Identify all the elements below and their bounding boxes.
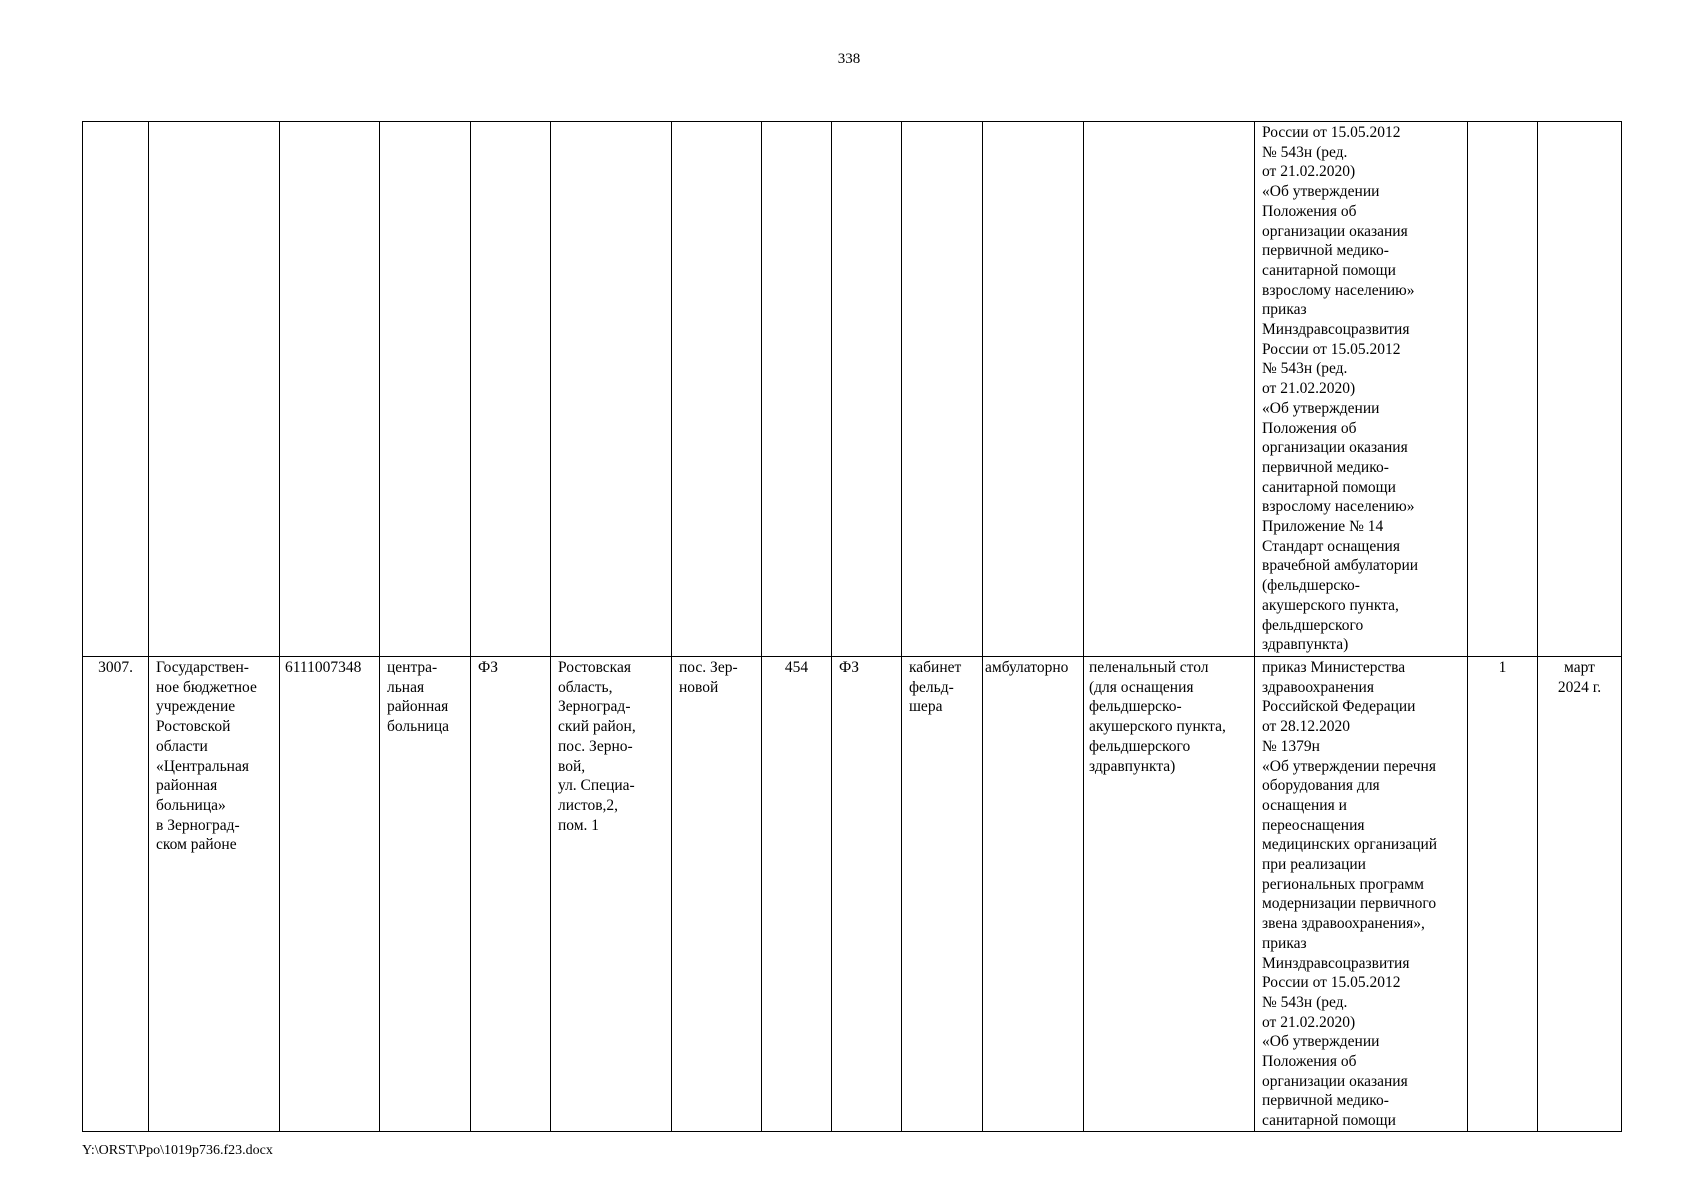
- equipment-table: [82, 121, 1622, 1132]
- cell-document-text: России от 15.05.2012 № 543н (ред. от 21.02.2020) «Об утверждении Положения об организации оказания первичной медико- санитарной помощи взрослому населению» приказ Минздравсоцразвития России от 15.05.2012 № 543н (ред. от 21.02.2020) «Об утверждении Положения об организации оказания первичной медико- санитарной помощи взрослому населению» Приложение № 14 Стандарт оснащения врачебной амбулатории (фельдшерско- акушерского пункта, фельдшерского здравпункта): [1255, 122, 1468, 657]
- cell-population: 454: [762, 657, 832, 1132]
- footer-file-path: Y:\ORST\Ppo\1019p736.f23.docx: [82, 1143, 273, 1158]
- cell-care-form: амбулаторно: [983, 657, 1084, 1132]
- page-number: 338: [837, 51, 861, 67]
- cell-settlement: пос. Зер- новой: [672, 657, 762, 1132]
- cell-unit-type: [471, 122, 551, 657]
- cell-institution: [149, 122, 280, 657]
- table-row: [83, 657, 1622, 1132]
- cell-institution: Государствен- ное бюджетное учреждение Ростовской области «Центральная районная больница» в Зерноград- ском районе: [149, 657, 280, 1132]
- cell-unit-type: ФЗ: [471, 657, 551, 1132]
- cell-address: [551, 122, 672, 657]
- cell-address: Ростовская область, Зерноград- ский район, пос. Зерно- вой, ул. Специа- листов,2, пом. 1: [551, 657, 672, 1132]
- cell-room: кабинет фельд- шера: [902, 657, 983, 1132]
- cell-type: [380, 122, 471, 657]
- cell-care-form: [983, 122, 1084, 657]
- cell-deadline: [1538, 122, 1622, 657]
- cell-unit-type-2: ФЗ: [832, 657, 902, 1132]
- cell-equipment: пеленальный стол (для оснащения фельдшерско- акушерского пункта, фельдшерского здравпункта): [1084, 657, 1255, 1132]
- cell-number: [83, 122, 149, 657]
- cell-type: центра- льная районная больница: [380, 657, 471, 1132]
- cell-inn: 6111007348: [280, 657, 380, 1132]
- cell-deadline: март 2024 г.: [1538, 657, 1622, 1132]
- table-row-continuation: [83, 122, 1622, 657]
- cell-settlement: [672, 122, 762, 657]
- cell-quantity: 1: [1468, 657, 1538, 1132]
- cell-equipment: [1084, 122, 1255, 657]
- cell-population: [762, 122, 832, 657]
- cell-inn: [280, 122, 380, 657]
- cell-room: [902, 122, 983, 657]
- cell-document-text: приказ Министерства здравоохранения Российской Федерации от 28.12.2020 № 1379н «Об утверждении перечня оборудования для оснащения и переоснащения медицинских организаций при реализации региональных программ модернизации первичного звена здравоохранения», приказ Минздравсоцразвития России от 15.05.2012 № 543н (ред. от 21.02.2020) «Об утверждении Положения об организации оказания первичной медико- санитарной помощи: [1255, 657, 1468, 1132]
- cell-unit-type-2: [832, 122, 902, 657]
- cell-number: 3007.: [83, 657, 149, 1132]
- cell-quantity: [1468, 122, 1538, 657]
